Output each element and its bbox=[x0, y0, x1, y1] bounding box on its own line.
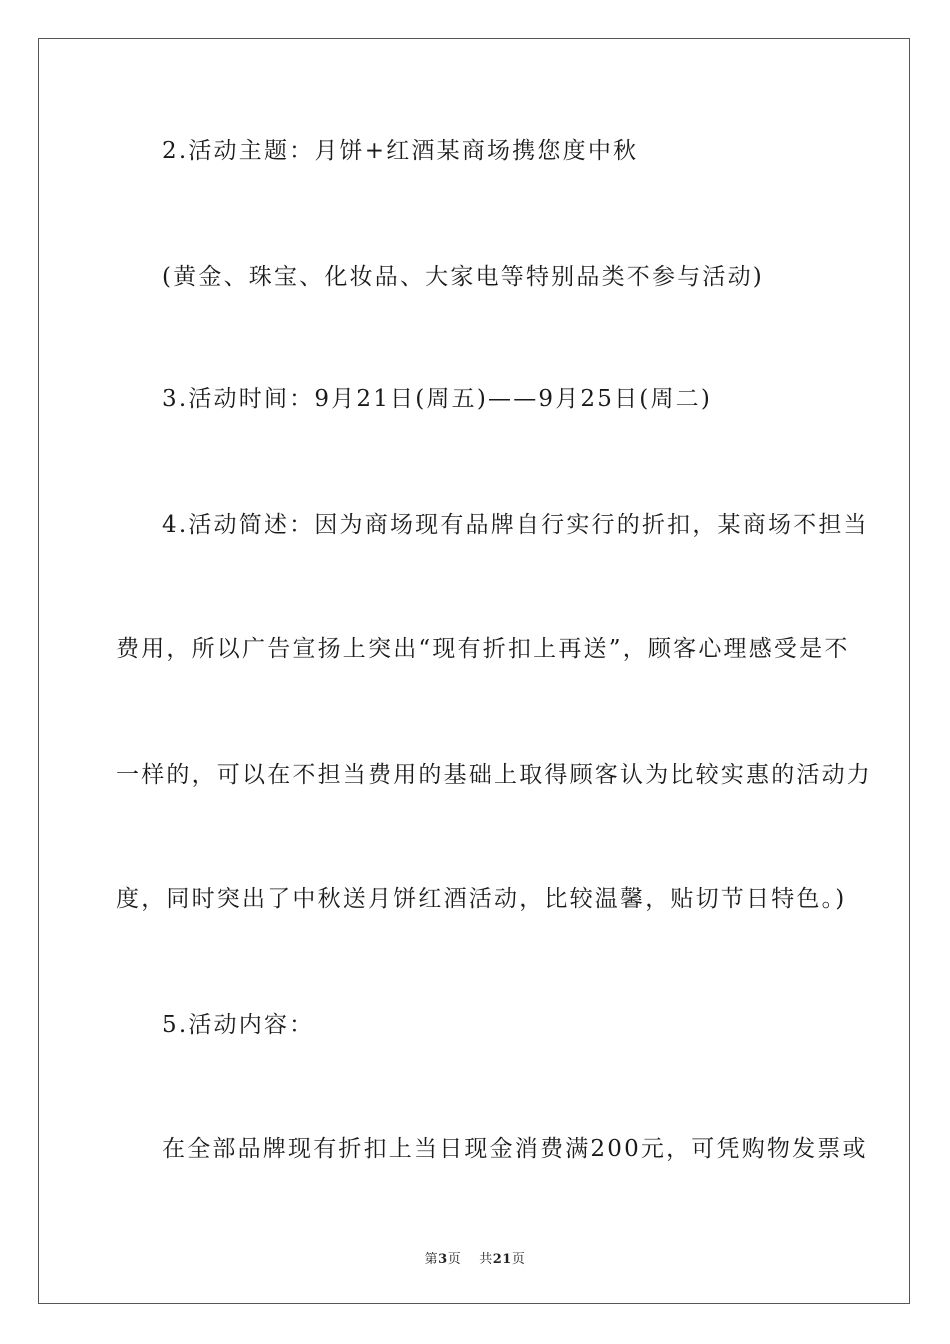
page-frame bbox=[38, 38, 910, 1304]
paragraph-activity-content-heading: 5.活动内容： bbox=[162, 1012, 315, 1038]
footer-page-suffix: 页 bbox=[447, 1252, 462, 1267]
paragraph-activity-summary-line1: 4.活动简述：因为商场现有品牌自行实行的折扣，某商场不担当 bbox=[162, 512, 869, 538]
footer-page-total: 21 bbox=[492, 1252, 512, 1267]
page-footer bbox=[0, 1248, 950, 1267]
footer-page-current: 3 bbox=[438, 1252, 448, 1267]
paragraph-excluded-categories: (黄金、珠宝、化妆品、大家电等特别品类不参与活动) bbox=[162, 264, 764, 290]
paragraph-activity-summary-line4: 度，同时突出了中秋送月饼红酒活动，比较温馨，贴切节日特色。) bbox=[116, 886, 847, 912]
paragraph-activity-summary-line2: 费用，所以广告宣扬上突出“现有折扣上再送”，顾客心理感受是不 bbox=[116, 636, 850, 662]
footer-page-prefix: 第 bbox=[424, 1252, 439, 1267]
footer-total-prefix: 共 bbox=[479, 1252, 493, 1267]
paragraph-activity-theme: 2.活动主题：月饼+红酒某商场携您度中秋 bbox=[162, 138, 639, 164]
paragraph-activity-summary-line3: 一样的，可以在不担当费用的基础上取得顾客认为比较实惠的活动力 bbox=[116, 762, 872, 788]
paragraph-activity-time: 3.活动时间：9月21日(周五)——9月25日(周二) bbox=[162, 386, 713, 412]
paragraph-activity-content-line1: 在全部品牌现有折扣上当日现金消费满200元，可凭购物发票或 bbox=[162, 1136, 868, 1162]
footer-total-suffix: 页 bbox=[511, 1252, 526, 1267]
